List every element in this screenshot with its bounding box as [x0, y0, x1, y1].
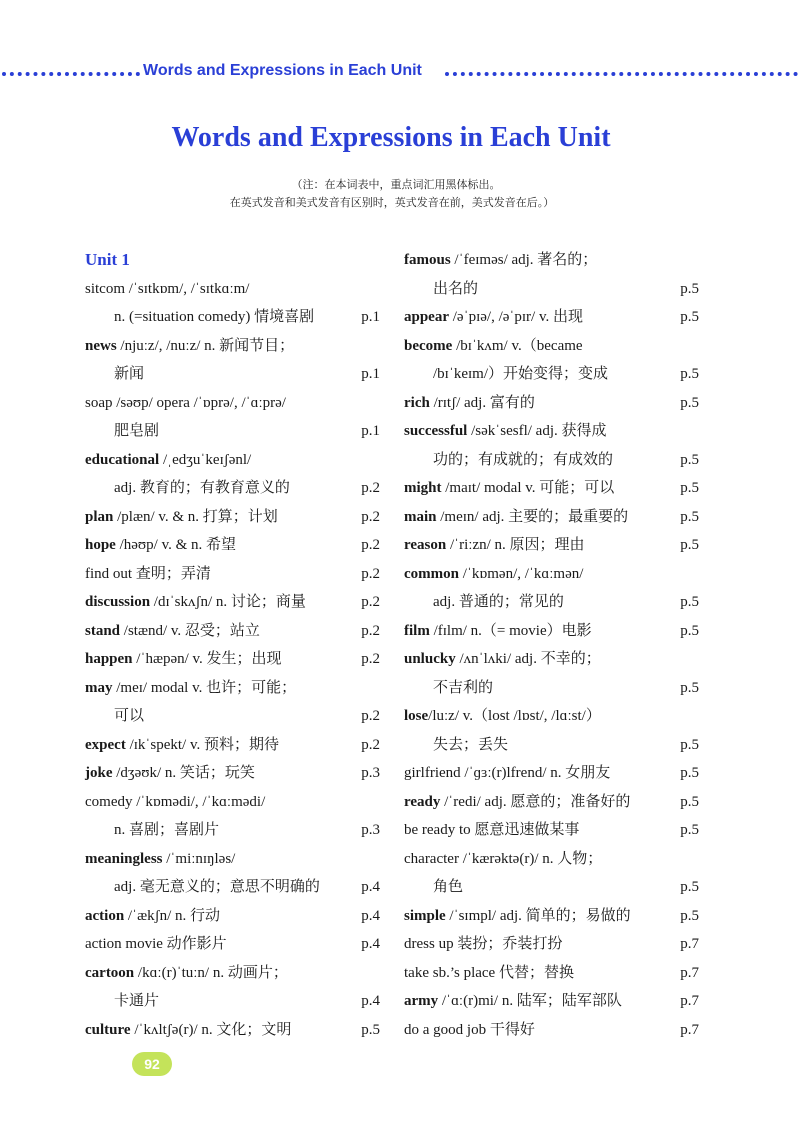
page-reference: p.2 [361, 736, 380, 753]
glossary-entry-text: find out 查明；弄清 [85, 565, 211, 582]
glossary-entry-text: famous /ˈfeɪməs/ adj. 著名的； [404, 252, 598, 268]
glossary-entry-text: discussion /dɪˈskʌʃn/ n. 讨论；商量 [85, 594, 306, 610]
page-reference: p.2 [361, 480, 380, 496]
glossary-entry-text: do a good job 干得好 [404, 1021, 535, 1038]
glossary-entry-text: 新闻 [114, 366, 145, 382]
glossary-line [85, 332, 380, 361]
page-reference: p.5 [680, 309, 699, 325]
glossary-entry-text: become /bɪˈkʌm/ v.（became [404, 337, 583, 354]
glossary-entry-text: reason /ˈriːzn/ n. 原因；理由 [404, 537, 585, 553]
glossary-entry-text: be ready to 愿意迅速做某事 [404, 822, 580, 838]
page-reference: p.5 [680, 907, 699, 924]
glossary-line [85, 674, 380, 703]
glossary-entry-text: comedy /ˈkɒmədi/, /ˈkɑːmədi/ [85, 793, 266, 810]
glossary-line [404, 873, 699, 902]
glossary-line [404, 617, 699, 646]
glossary-entry-text: take sb.’s place 代替；替换 [404, 964, 574, 981]
glossary-line [404, 816, 699, 845]
glossary-line [404, 645, 699, 674]
glossary-line [404, 674, 699, 703]
page-reference: p.2 [361, 594, 380, 610]
glossary-entry-text: action movie 动作影片 [85, 936, 227, 952]
glossary-entry-text: 角色 [433, 879, 464, 895]
glossary-line [404, 446, 699, 475]
page-reference: p.5 [361, 1021, 380, 1038]
glossary-entry-text: news /njuːz/, /nuːz/ n. 新闻节目； [85, 337, 295, 354]
glossary-line [404, 959, 699, 988]
glossary-line [85, 987, 380, 1016]
glossary-entry-text: successful /səkˈsesfl/ adj. 获得成 [404, 423, 607, 439]
header-dots-right [445, 72, 798, 76]
page-reference: p.3 [361, 765, 380, 781]
page-reference: p.7 [680, 936, 699, 952]
glossary-line [404, 474, 699, 503]
glossary-line [85, 417, 380, 446]
glossary-entry-text: expect /ɪkˈspekt/ v. 预料；期待 [85, 736, 279, 753]
glossary-line [404, 788, 699, 817]
page-reference: p.5 [680, 508, 699, 525]
glossary-line [85, 788, 380, 817]
glossary-line [404, 503, 699, 532]
glossary-entry-text: happen /ˈhæpən/ v. 发生；出现 [85, 651, 282, 667]
glossary-line [85, 731, 380, 760]
page-reference: p.7 [680, 964, 699, 981]
glossary-entry-text: hope /həʊp/ v. & n. 希望 [85, 537, 237, 553]
glossary-entry-text: n. (=situation comedy) 情境喜剧 [114, 309, 315, 325]
page-reference: p.5 [680, 879, 699, 895]
glossary-line [85, 702, 380, 731]
glossary-entry-text: adj. 教育的；有教育意义的 [114, 480, 290, 496]
glossary-line [404, 845, 699, 874]
glossary-line [85, 389, 380, 418]
page-reference: p.7 [680, 993, 699, 1009]
glossary-entry-text: 卡通片 [114, 993, 160, 1009]
glossary-column-right [404, 246, 699, 1044]
page-reference: p.1 [361, 366, 380, 382]
glossary-line [85, 617, 380, 646]
glossary-line [404, 332, 699, 361]
page-reference: p.5 [680, 736, 699, 753]
page-reference: p.5 [680, 822, 699, 838]
glossary-entry-text: may /meɪ/ modal v. 也许；可能； [85, 679, 297, 696]
glossary-line [404, 987, 699, 1016]
glossary-line [404, 759, 699, 788]
glossary-line [85, 588, 380, 617]
page-reference: p.5 [680, 394, 699, 411]
page-reference: p.5 [680, 480, 699, 496]
glossary-line [85, 360, 380, 389]
glossary-line [85, 959, 380, 988]
glossary-entry-text: adj. 普通的；常见的 [433, 594, 564, 610]
page-reference: p.2 [361, 708, 380, 724]
page-reference: p.5 [680, 594, 699, 610]
page-reference: p.5 [680, 537, 699, 553]
glossary-entry-text: might /maɪt/ modal v. 可能；可以 [404, 480, 615, 496]
glossary-line [85, 873, 380, 902]
glossary-line [404, 588, 699, 617]
glossary-line [85, 474, 380, 503]
page-reference: p.4 [361, 879, 380, 895]
page-reference: p.7 [680, 1021, 699, 1038]
glossary-line [85, 930, 380, 959]
glossary-line [404, 246, 699, 275]
glossary-entry-text: plan /plæn/ v. & n. 打算；计划 [85, 508, 278, 525]
glossary-line [85, 446, 380, 475]
glossary-line [404, 303, 699, 332]
glossary-line [404, 731, 699, 760]
page-number-badge: 92 [132, 1052, 172, 1076]
page-reference: p.5 [680, 793, 699, 810]
glossary-entry-text: dress up 装扮；乔装打扮 [404, 936, 563, 952]
glossary-entry-text: cartoon /kɑː(r)ˈtuːn/ n. 动画片； [85, 964, 288, 981]
glossary-entry-text: sitcom /ˈsɪtkɒm/, /ˈsɪtkɑːm/ [85, 280, 250, 297]
glossary-line [85, 531, 380, 560]
glossary-entry-text: /bɪˈkeɪm/）开始变得；变成 [433, 366, 608, 382]
glossary-entry-text: action /ˈækʃn/ n. 行动 [85, 907, 221, 924]
running-header [0, 60, 800, 86]
page-reference: p.4 [361, 993, 380, 1009]
page-reference: p.2 [361, 537, 380, 553]
glossary-line [404, 360, 699, 389]
glossary-line [404, 531, 699, 560]
glossary-entry-text: joke /dʒəʊk/ n. 笑话；玩笑 [85, 765, 255, 781]
glossary-entry-text: film /fɪlm/ n.（= movie）电影 [404, 622, 592, 639]
unit-heading: Unit 1 [85, 250, 130, 269]
header-dots-left [2, 72, 140, 76]
page-reference: p.3 [361, 822, 380, 838]
note-line-2: 在英式发音和美式发音有区别时，英式发音在前，美式发音在后。） [229, 196, 555, 209]
glossary-entry-text: 不吉利的 [433, 679, 494, 696]
glossary-entry-text: n. 喜剧；喜剧片 [114, 822, 220, 838]
page-reference: p.5 [680, 622, 699, 639]
page-reference: p.1 [361, 309, 380, 325]
page-reference: p.5 [680, 679, 699, 696]
glossary-line [404, 275, 699, 304]
page-reference: p.5 [680, 765, 699, 781]
glossary-line [404, 702, 699, 731]
glossary-line [404, 1016, 699, 1045]
glossary-line [85, 759, 380, 788]
glossary-entry-text: ready /ˈredi/ adj. 愿意的；准备好的 [404, 793, 631, 810]
page-reference: p.4 [361, 936, 380, 952]
page-reference: p.4 [361, 907, 380, 924]
glossary-entry-text: 可以 [114, 708, 145, 724]
glossary-entry-text: educational /ˌedʒuˈkeɪʃənl/ [85, 451, 252, 468]
glossary-line [85, 645, 380, 674]
glossary-entry-text: girlfriend /ˈɡɜː(r)lfrend/ n. 女朋友 [404, 765, 611, 781]
glossary-column-left [85, 246, 380, 1044]
glossary-entry-text: 肥皂剧 [114, 423, 160, 439]
page-reference: p.2 [361, 508, 380, 525]
glossary-line [85, 845, 380, 874]
glossary-entry-text: 失去；丢失 [433, 736, 509, 753]
glossary-line [85, 816, 380, 845]
page-reference: p.2 [361, 651, 380, 667]
glossary-line [404, 389, 699, 418]
page-reference: p.2 [361, 622, 380, 639]
glossary-entry-text: culture /ˈkʌltʃə(r)/ n. 文化；文明 [85, 1021, 292, 1038]
page-reference: p.5 [680, 280, 699, 297]
glossary-entry-text: lose/luːz/ v.（lost /lɒst/, /lɑːst/） [404, 708, 601, 724]
glossary-entry-text: stand /stænd/ v. 忍受；站立 [85, 622, 260, 639]
glossary-line [85, 1016, 380, 1045]
glossary-entry-text: common /ˈkɒmən/, /ˈkɑːmən/ [404, 565, 584, 582]
glossary-entry-text: simple /ˈsɪmpl/ adj. 简单的；易做的 [404, 907, 631, 924]
glossary-line [85, 303, 380, 332]
glossary-line [85, 560, 380, 589]
glossary-entry-text: main /meɪn/ adj. 主要的；最重要的 [404, 508, 629, 525]
glossary-line [85, 275, 380, 304]
page-reference: p.1 [361, 423, 380, 439]
glossary-line [404, 560, 699, 589]
page-reference: p.5 [680, 366, 699, 382]
glossary-line [85, 902, 380, 931]
page-reference: p.5 [680, 451, 699, 468]
page-reference: p.2 [361, 565, 380, 582]
glossary-entry-text: adj. 毫无意义的；意思不明确的 [114, 879, 320, 895]
glossary-entry-text: army /ˈɑː(r)mi/ n. 陆军；陆军部队 [404, 993, 622, 1009]
page-title: Words and Expressions in Each Unit [171, 122, 611, 153]
glossary-line [404, 930, 699, 959]
glossary-line [404, 417, 699, 446]
glossary-entry-text: unlucky /ʌnˈlʌki/ adj. 不幸的； [404, 651, 601, 667]
glossary-entry-text: character /ˈkærəktə(r)/ n. 人物； [404, 850, 603, 867]
glossary-entry-text: 功的；有成就的；有成效的 [433, 451, 614, 468]
glossary-entry-text: meaningless /ˈmiːnɪŋləs/ [85, 850, 236, 867]
glossary-entry-text: soap /səʊp/ opera /ˈɒprə/, /ˈɑːprə/ [85, 394, 286, 411]
glossary-line [404, 902, 699, 931]
glossary-line [85, 503, 380, 532]
glossary-entry-text: 出名的 [433, 280, 479, 297]
glossary-entry-text: rich /rɪtʃ/ adj. 富有的 [404, 394, 535, 411]
glossary-entry-text: appear /əˈpɪə/, /əˈpɪr/ v. 出现 [404, 309, 583, 325]
note-line-1: （注：在本词表中，重点词汇用黑体标出。 [291, 178, 501, 191]
running-header-title: Words and Expressions in Each Unit [143, 62, 422, 79]
